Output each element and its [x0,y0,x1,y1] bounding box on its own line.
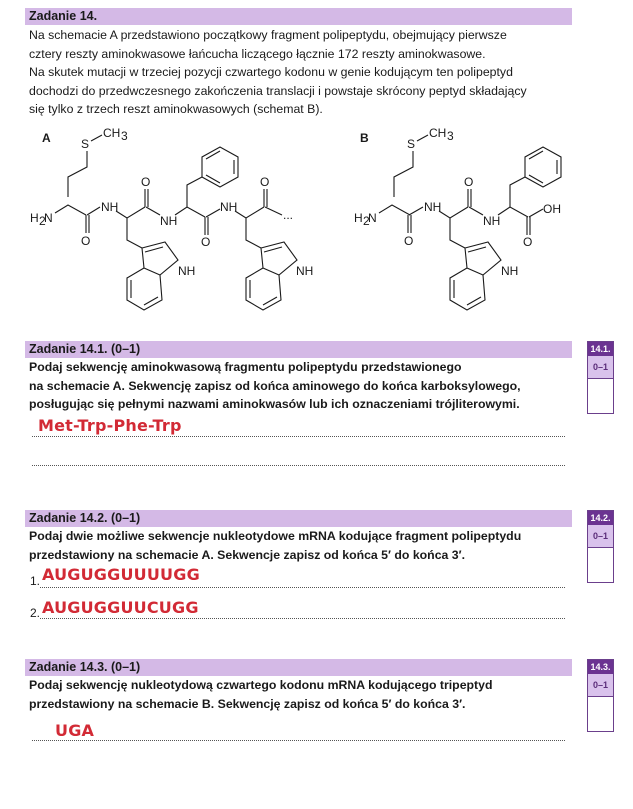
question-line: przedstawiony na schemacie B. Sekwencję zapisz od końca 5′ do końca 3′. [29,696,466,711]
question-line: przedstawiony na schemacie A. Sekwencje zapisz od końca 5′ do końca 3′. [29,547,465,562]
svg-text:3: 3 [121,129,128,143]
answer-line [40,618,565,619]
svg-text:NH: NH [424,200,442,214]
question-line: Podaj dwie możliwe sekwencje nukleotydowe mRNA kodujące fragment polipeptydu [29,529,522,543]
svg-text:O: O [260,175,270,189]
subtask-14-3-question [29,676,493,713]
svg-text:O: O [404,234,414,248]
svg-text:N: N [368,211,377,225]
svg-text:CH: CH [429,126,447,140]
svg-text:H: H [30,211,39,225]
score-number: 14.3. [588,660,613,674]
answer-14-1[interactable]: Met-Trp-Phe-Trp [38,416,182,435]
svg-text:O: O [464,175,474,189]
answer-14-2-2[interactable]: AUGUGGUUCUGG [42,598,199,617]
svg-text:NH: NH [178,264,196,278]
subtask-14-1-question [29,358,521,414]
svg-text:H: H [354,211,363,225]
svg-text:NH: NH [501,264,519,278]
answer-14-3[interactable]: UGA [55,721,95,740]
svg-text:3: 3 [447,129,454,143]
score-points: 0–1 [588,674,613,697]
scheme-b [340,115,600,335]
scheme-b-label: B [360,131,369,145]
answer-14-2-1[interactable]: AUGUGGUUUUGG [42,565,200,584]
question-line: Podaj sekwencję nukleotydową czwartego kodonu mRNA kodującego tripeptyd [29,678,493,692]
score-entry[interactable] [588,697,613,731]
svg-text:NH: NH [101,200,119,214]
subtask-14-2-header: Zadanie 14.2. (0–1) [25,510,572,527]
svg-text:O: O [141,175,151,189]
question-line: Podaj sekwencję aminokwasową fragmentu polipeptydu przedstawionego [29,360,462,374]
score-points: 0–1 [588,356,613,379]
question-line: posługując się pełnymi nazwami aminokwasów lub ich oznaczeniami trójliterowymi. [29,397,520,411]
svg-text:NH: NH [160,214,178,228]
svg-text:CH: CH [103,126,121,140]
answer-line [40,587,565,588]
svg-text:2: 2 [39,214,46,228]
score-points: 0–1 [588,525,613,548]
score-entry[interactable] [588,379,613,413]
intro-line: się tylko z trzech reszt aminokwasowych (schemat B). [29,102,323,116]
svg-text:O: O [523,235,533,249]
score-number: 14.1. [588,342,613,356]
score-box-14-2 [587,510,614,583]
intro-line: Na skutek mutacji w trzeciej pozycji czwartego kodonu w genie kodującym ten polipeptyd [29,65,513,79]
subtask-14-2-question [29,527,521,564]
svg-text:...: ... [283,208,294,222]
answer-line [32,740,565,741]
task-header: Zadanie 14. [25,8,572,25]
subtask-14-3-header: Zadanie 14.3. (0–1) [25,659,572,676]
svg-text:NH: NH [296,264,314,278]
svg-text:NH: NH [483,214,501,228]
score-entry[interactable] [588,548,613,582]
scheme-a [20,115,320,335]
score-box-14-1 [587,341,614,414]
svg-text:S: S [407,137,416,151]
answer-line [32,436,565,437]
svg-text:O: O [81,234,91,248]
answer-number: 2. [30,606,41,620]
intro-line: Na schemacie A przedstawiono początkowy fragment polipeptydu, obejmujący pierwsze [29,28,507,42]
svg-text:2: 2 [363,214,370,228]
intro-line: cztery reszty aminokwasowe łańcucha liczącego łącznie 172 reszty aminokwasowe. [29,46,486,61]
subtask-14-1-header: Zadanie 14.1. (0–1) [25,341,572,358]
svg-text:O: O [201,235,211,249]
svg-text:S: S [81,137,90,151]
answer-number: 1. [30,574,41,588]
intro-line: dochodzi do przedwczesnego zakończenia translacji i powstaje skrócony peptyd składający [29,83,527,98]
scheme-a-label: A [42,131,51,145]
svg-text:N: N [44,211,53,225]
score-box-14-3 [587,659,614,732]
svg-text:OH: OH [543,202,561,216]
answer-line [32,465,565,466]
svg-text:NH: NH [220,200,238,214]
question-line: na schemacie A. Sekwencję zapisz od końca aminowego do końca karboksylowego, [29,378,521,393]
task-intro [29,26,527,119]
score-number: 14.2. [588,511,613,525]
